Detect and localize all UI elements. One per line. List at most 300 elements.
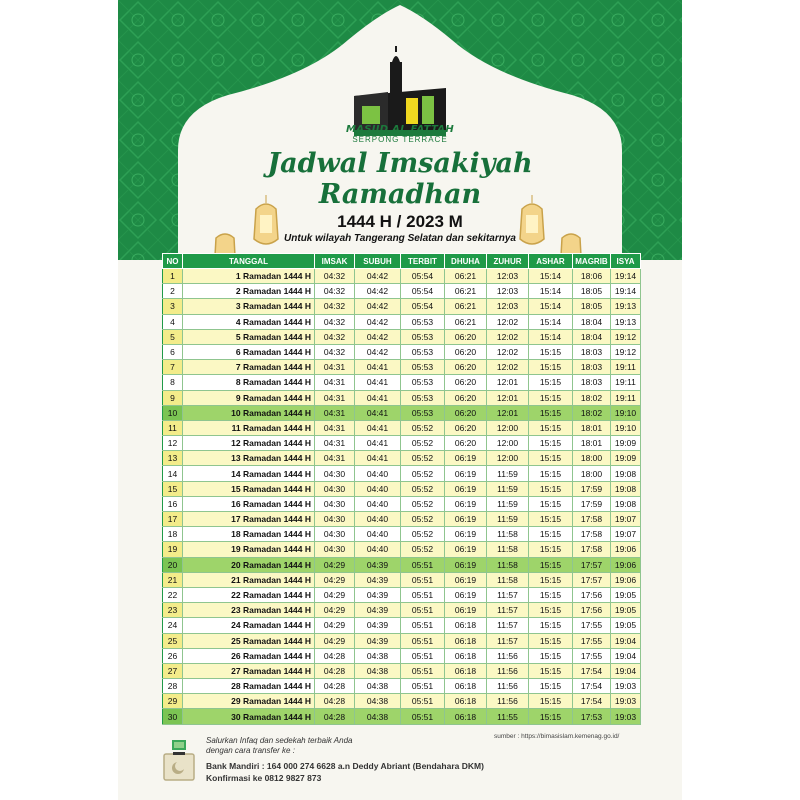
cell-isya: 19:05	[611, 587, 641, 602]
cell-terbit: 05:51	[401, 709, 445, 724]
cell-isya: 19:03	[611, 694, 641, 709]
table-row	[163, 481, 641, 496]
cell-ashar: 15:15	[529, 603, 573, 618]
cell-no: 4	[163, 314, 183, 329]
cell-terbit: 05:52	[401, 542, 445, 557]
cell-subuh: 04:39	[355, 557, 401, 572]
cell-imsak: 04:30	[315, 481, 355, 496]
cell-isya: 19:14	[611, 269, 641, 284]
cell-dhuha: 06:20	[445, 436, 487, 451]
cell-ashar: 15:15	[529, 694, 573, 709]
cell-imsak: 04:31	[315, 375, 355, 390]
cell-imsak: 04:32	[315, 299, 355, 314]
cell-zuhur: 12:00	[487, 420, 529, 435]
cell-terbit: 05:52	[401, 420, 445, 435]
table-row	[163, 344, 641, 359]
cell-isya: 19:04	[611, 633, 641, 648]
cell-no: 22	[163, 587, 183, 602]
cell-subuh: 04:39	[355, 603, 401, 618]
cell-ashar: 15:15	[529, 344, 573, 359]
header-subuh: SUBUH	[355, 254, 401, 269]
header-magrib: MAGRIB	[573, 254, 611, 269]
cell-imsak: 04:31	[315, 420, 355, 435]
cell-terbit: 05:51	[401, 679, 445, 694]
cell-ashar: 15:14	[529, 299, 573, 314]
cell-imsak: 04:32	[315, 284, 355, 299]
cell-terbit: 05:53	[401, 314, 445, 329]
cell-date: 3 Ramadan 1444 H	[183, 299, 315, 314]
cell-magrib: 17:59	[573, 481, 611, 496]
cell-dhuha: 06:18	[445, 709, 487, 724]
cell-zuhur: 11:58	[487, 527, 529, 542]
cell-imsak: 04:32	[315, 269, 355, 284]
cell-zuhur: 11:56	[487, 648, 529, 663]
cell-no: 23	[163, 603, 183, 618]
cell-no: 28	[163, 679, 183, 694]
cell-ashar: 15:15	[529, 466, 573, 481]
cell-magrib: 18:01	[573, 436, 611, 451]
cell-subuh: 04:38	[355, 679, 401, 694]
cell-ashar: 15:15	[529, 679, 573, 694]
cell-no: 6	[163, 344, 183, 359]
footer-line1: Salurkan Infaq dan sedekah terbaik Anda	[206, 736, 353, 745]
cell-isya: 19:11	[611, 390, 641, 405]
cell-no: 13	[163, 451, 183, 466]
table-row	[163, 694, 641, 709]
cell-terbit: 05:52	[401, 436, 445, 451]
cell-terbit: 05:53	[401, 405, 445, 420]
cell-magrib: 18:06	[573, 269, 611, 284]
cell-subuh: 04:38	[355, 694, 401, 709]
cell-date: 30 Ramadan 1444 H	[183, 709, 315, 724]
table-row	[163, 618, 641, 633]
table-row	[163, 679, 641, 694]
cell-date: 17 Ramadan 1444 H	[183, 512, 315, 527]
cell-no: 18	[163, 527, 183, 542]
cell-imsak: 04:28	[315, 663, 355, 678]
cell-no: 17	[163, 512, 183, 527]
table-row	[163, 496, 641, 511]
cell-dhuha: 06:19	[445, 512, 487, 527]
cell-subuh: 04:41	[355, 436, 401, 451]
cell-no: 27	[163, 663, 183, 678]
cell-zuhur: 11:58	[487, 572, 529, 587]
table-row	[163, 360, 641, 375]
table-header-row	[163, 254, 641, 269]
cell-date: 4 Ramadan 1444 H	[183, 314, 315, 329]
cell-isya: 19:09	[611, 451, 641, 466]
cell-subuh: 04:41	[355, 405, 401, 420]
cell-magrib: 18:02	[573, 390, 611, 405]
cell-no: 9	[163, 390, 183, 405]
cell-ashar: 15:14	[529, 314, 573, 329]
cell-date: 29 Ramadan 1444 H	[183, 694, 315, 709]
cell-no: 16	[163, 496, 183, 511]
imsakiyah-table	[162, 253, 641, 725]
cell-imsak: 04:31	[315, 405, 355, 420]
cell-ashar: 15:15	[529, 405, 573, 420]
cell-dhuha: 06:18	[445, 679, 487, 694]
cell-dhuha: 06:21	[445, 269, 487, 284]
cell-dhuha: 06:18	[445, 694, 487, 709]
cell-terbit: 05:53	[401, 329, 445, 344]
header-imsak: IMSAK	[315, 254, 355, 269]
cell-isya: 19:04	[611, 663, 641, 678]
cell-imsak: 04:29	[315, 572, 355, 587]
cell-no: 30	[163, 709, 183, 724]
cell-no: 29	[163, 694, 183, 709]
cell-subuh: 04:42	[355, 299, 401, 314]
cell-subuh: 04:38	[355, 709, 401, 724]
cell-subuh: 04:38	[355, 663, 401, 678]
cell-imsak: 04:28	[315, 679, 355, 694]
cell-imsak: 04:28	[315, 648, 355, 663]
cell-magrib: 17:54	[573, 679, 611, 694]
cell-isya: 19:11	[611, 360, 641, 375]
cell-date: 20 Ramadan 1444 H	[183, 557, 315, 572]
cell-dhuha: 06:18	[445, 663, 487, 678]
cell-magrib: 18:00	[573, 451, 611, 466]
table-row	[163, 633, 641, 648]
page-title-line1: Jadwal Imsakiyah	[267, 148, 533, 179]
cell-no: 24	[163, 618, 183, 633]
cell-magrib: 18:00	[573, 466, 611, 481]
cell-zuhur: 12:02	[487, 314, 529, 329]
cell-no: 2	[163, 284, 183, 299]
cell-zuhur: 11:57	[487, 633, 529, 648]
cell-zuhur: 12:01	[487, 375, 529, 390]
cell-isya: 19:05	[611, 603, 641, 618]
cell-subuh: 04:40	[355, 527, 401, 542]
table-row	[163, 648, 641, 663]
cell-imsak: 04:28	[315, 709, 355, 724]
cell-ashar: 15:15	[529, 709, 573, 724]
cell-dhuha: 06:19	[445, 542, 487, 557]
table-row	[163, 375, 641, 390]
cell-subuh: 04:42	[355, 314, 401, 329]
cell-dhuha: 06:20	[445, 360, 487, 375]
cell-imsak: 04:30	[315, 542, 355, 557]
cell-zuhur: 11:57	[487, 618, 529, 633]
cell-ashar: 15:15	[529, 481, 573, 496]
header-isya: ISYA	[611, 254, 641, 269]
cell-subuh: 04:41	[355, 360, 401, 375]
cell-date: 16 Ramadan 1444 H	[183, 496, 315, 511]
cell-ashar: 15:14	[529, 284, 573, 299]
cell-isya: 19:13	[611, 314, 641, 329]
cell-date: 27 Ramadan 1444 H	[183, 663, 315, 678]
cell-terbit: 05:52	[401, 527, 445, 542]
cell-date: 9 Ramadan 1444 H	[183, 390, 315, 405]
cell-dhuha: 06:19	[445, 557, 487, 572]
cell-ashar: 15:15	[529, 648, 573, 663]
cell-magrib: 18:05	[573, 299, 611, 314]
cell-terbit: 05:54	[401, 299, 445, 314]
cell-imsak: 04:29	[315, 603, 355, 618]
cell-isya: 19:06	[611, 572, 641, 587]
logo-subtitle: SERPONG TERRACE	[352, 135, 448, 144]
table-row	[163, 557, 641, 572]
cell-dhuha: 06:21	[445, 299, 487, 314]
cell-magrib: 17:56	[573, 603, 611, 618]
cell-date: 19 Ramadan 1444 H	[183, 542, 315, 557]
table-row	[163, 572, 641, 587]
cell-imsak: 04:29	[315, 557, 355, 572]
cell-subuh: 04:41	[355, 420, 401, 435]
table-row	[163, 420, 641, 435]
cell-magrib: 17:54	[573, 694, 611, 709]
cell-terbit: 05:53	[401, 360, 445, 375]
header-tanggal: TANGGAL	[183, 254, 315, 269]
cell-ashar: 15:14	[529, 329, 573, 344]
cell-imsak: 04:30	[315, 527, 355, 542]
cell-isya: 19:04	[611, 648, 641, 663]
donation-box-icon	[162, 738, 196, 782]
table-row	[163, 587, 641, 602]
cell-date: 26 Ramadan 1444 H	[183, 648, 315, 663]
cell-subuh: 04:39	[355, 618, 401, 633]
cell-no: 8	[163, 375, 183, 390]
cell-magrib: 18:03	[573, 375, 611, 390]
cell-terbit: 05:51	[401, 694, 445, 709]
cell-imsak: 04:31	[315, 360, 355, 375]
footer-bank: Bank Mandiri : 164 000 274 6628 a.n Deddy Abriant (Bendahara DKM)	[206, 761, 484, 771]
cell-no: 10	[163, 405, 183, 420]
cell-ashar: 15:15	[529, 618, 573, 633]
cell-no: 1	[163, 269, 183, 284]
cell-subuh: 04:40	[355, 496, 401, 511]
cell-subuh: 04:40	[355, 512, 401, 527]
cell-imsak: 04:32	[315, 344, 355, 359]
cell-isya: 19:12	[611, 329, 641, 344]
cell-terbit: 05:51	[401, 618, 445, 633]
cell-magrib: 17:58	[573, 527, 611, 542]
cell-isya: 19:08	[611, 496, 641, 511]
cell-magrib: 17:56	[573, 587, 611, 602]
cell-terbit: 05:51	[401, 572, 445, 587]
cell-ashar: 15:14	[529, 269, 573, 284]
cell-zuhur: 12:01	[487, 390, 529, 405]
cell-magrib: 17:58	[573, 542, 611, 557]
cell-subuh: 04:41	[355, 390, 401, 405]
cell-terbit: 05:53	[401, 375, 445, 390]
cell-zuhur: 11:59	[487, 481, 529, 496]
cell-dhuha: 06:20	[445, 420, 487, 435]
cell-terbit: 05:51	[401, 648, 445, 663]
cell-terbit: 05:53	[401, 344, 445, 359]
header-terbit: TERBIT	[401, 254, 445, 269]
cell-date: 28 Ramadan 1444 H	[183, 679, 315, 694]
cell-terbit: 05:51	[401, 587, 445, 602]
cell-terbit: 05:52	[401, 496, 445, 511]
cell-no: 11	[163, 420, 183, 435]
cell-magrib: 17:55	[573, 633, 611, 648]
cell-magrib: 17:55	[573, 648, 611, 663]
table-row	[163, 436, 641, 451]
cell-dhuha: 06:21	[445, 314, 487, 329]
cell-imsak: 04:30	[315, 496, 355, 511]
cell-dhuha: 06:19	[445, 572, 487, 587]
cell-ashar: 15:15	[529, 633, 573, 648]
cell-magrib: 18:02	[573, 405, 611, 420]
cell-zuhur: 12:00	[487, 451, 529, 466]
cell-dhuha: 06:19	[445, 527, 487, 542]
cell-imsak: 04:31	[315, 451, 355, 466]
cell-date: 15 Ramadan 1444 H	[183, 481, 315, 496]
lantern-icon	[248, 195, 284, 255]
cell-terbit: 05:52	[401, 451, 445, 466]
cell-magrib: 18:04	[573, 329, 611, 344]
cell-magrib: 17:58	[573, 512, 611, 527]
header-dhuha: DHUHA	[445, 254, 487, 269]
cell-dhuha: 06:19	[445, 496, 487, 511]
cell-subuh: 04:39	[355, 587, 401, 602]
cell-isya: 19:09	[611, 436, 641, 451]
header-ashar: ASHAR	[529, 254, 573, 269]
cell-date: 14 Ramadan 1444 H	[183, 466, 315, 481]
cell-imsak: 04:29	[315, 633, 355, 648]
cell-ashar: 15:15	[529, 360, 573, 375]
cell-date: 5 Ramadan 1444 H	[183, 329, 315, 344]
cell-dhuha: 06:19	[445, 466, 487, 481]
cell-isya: 19:13	[611, 299, 641, 314]
cell-zuhur: 11:56	[487, 679, 529, 694]
cell-subuh: 04:40	[355, 542, 401, 557]
cell-date: 25 Ramadan 1444 H	[183, 633, 315, 648]
cell-date: 6 Ramadan 1444 H	[183, 344, 315, 359]
cell-subuh: 04:38	[355, 648, 401, 663]
cell-ashar: 15:15	[529, 436, 573, 451]
cell-dhuha: 06:19	[445, 603, 487, 618]
cell-magrib: 17:55	[573, 618, 611, 633]
year-label: 1444 H / 2023 M	[337, 212, 463, 231]
cell-no: 20	[163, 557, 183, 572]
table-row	[163, 314, 641, 329]
cell-subuh: 04:40	[355, 466, 401, 481]
table-row	[163, 299, 641, 314]
cell-magrib: 18:04	[573, 314, 611, 329]
cell-imsak: 04:29	[315, 618, 355, 633]
cell-isya: 19:08	[611, 481, 641, 496]
cell-date: 10 Ramadan 1444 H	[183, 405, 315, 420]
cell-magrib: 17:57	[573, 557, 611, 572]
cell-dhuha: 06:18	[445, 648, 487, 663]
cell-terbit: 05:52	[401, 512, 445, 527]
table-body	[163, 269, 641, 725]
cell-isya: 19:07	[611, 527, 641, 542]
cell-no: 26	[163, 648, 183, 663]
region-label: Untuk wilayah Tangerang Selatan dan sekitarnya	[284, 233, 516, 244]
cell-imsak: 04:30	[315, 466, 355, 481]
cell-subuh: 04:42	[355, 344, 401, 359]
cell-subuh: 04:39	[355, 633, 401, 648]
cell-magrib: 17:57	[573, 572, 611, 587]
cell-terbit: 05:54	[401, 284, 445, 299]
cell-no: 7	[163, 360, 183, 375]
cell-dhuha: 06:18	[445, 618, 487, 633]
source-note: sumber : https://bimasislam.kemenag.go.id/	[494, 733, 620, 740]
cell-isya: 19:11	[611, 375, 641, 390]
table-row	[163, 329, 641, 344]
footer-confirm: Konfirmasi ke 0812 9827 873	[206, 773, 322, 783]
cell-ashar: 15:15	[529, 527, 573, 542]
cell-isya: 19:03	[611, 709, 641, 724]
cell-date: 13 Ramadan 1444 H	[183, 451, 315, 466]
cell-zuhur: 11:56	[487, 694, 529, 709]
cell-dhuha: 06:19	[445, 451, 487, 466]
cell-isya: 19:10	[611, 420, 641, 435]
table-row	[163, 709, 641, 724]
table-row	[163, 284, 641, 299]
page-title-line2: Ramadhan	[318, 179, 482, 210]
cell-ashar: 15:15	[529, 451, 573, 466]
cell-date: 21 Ramadan 1444 H	[183, 572, 315, 587]
cell-isya: 19:14	[611, 284, 641, 299]
cell-dhuha: 06:20	[445, 344, 487, 359]
cell-magrib: 18:05	[573, 284, 611, 299]
cell-zuhur: 11:57	[487, 603, 529, 618]
cell-date: 11 Ramadan 1444 H	[183, 420, 315, 435]
header-no: NO	[163, 254, 183, 269]
cell-ashar: 15:15	[529, 390, 573, 405]
cell-zuhur: 12:00	[487, 436, 529, 451]
cell-date: 23 Ramadan 1444 H	[183, 603, 315, 618]
cell-date: 8 Ramadan 1444 H	[183, 375, 315, 390]
cell-no: 14	[163, 466, 183, 481]
cell-no: 21	[163, 572, 183, 587]
cell-no: 25	[163, 633, 183, 648]
header-zuhur: ZUHUR	[487, 254, 529, 269]
cell-isya: 19:08	[611, 466, 641, 481]
cell-dhuha: 06:19	[445, 481, 487, 496]
cell-terbit: 05:53	[401, 390, 445, 405]
cell-magrib: 17:54	[573, 663, 611, 678]
table-row	[163, 603, 641, 618]
cell-imsak: 04:28	[315, 694, 355, 709]
cell-subuh: 04:42	[355, 284, 401, 299]
cell-dhuha: 06:20	[445, 390, 487, 405]
cell-subuh: 04:41	[355, 375, 401, 390]
cell-terbit: 05:52	[401, 466, 445, 481]
cell-date: 22 Ramadan 1444 H	[183, 587, 315, 602]
cell-zuhur: 12:03	[487, 284, 529, 299]
cell-terbit: 05:52	[401, 481, 445, 496]
table-row	[163, 390, 641, 405]
cell-magrib: 18:03	[573, 360, 611, 375]
cell-magrib: 18:03	[573, 344, 611, 359]
cell-ashar: 15:15	[529, 375, 573, 390]
cell-isya: 19:06	[611, 542, 641, 557]
cell-dhuha: 06:18	[445, 633, 487, 648]
cell-terbit: 05:51	[401, 633, 445, 648]
cell-zuhur: 11:59	[487, 512, 529, 527]
cell-ashar: 15:15	[529, 496, 573, 511]
cell-zuhur: 12:02	[487, 360, 529, 375]
cell-magrib: 17:59	[573, 496, 611, 511]
cell-zuhur: 12:03	[487, 269, 529, 284]
cell-dhuha: 06:19	[445, 587, 487, 602]
cell-zuhur: 11:58	[487, 557, 529, 572]
cell-dhuha: 06:20	[445, 375, 487, 390]
cell-isya: 19:10	[611, 405, 641, 420]
cell-ashar: 15:15	[529, 572, 573, 587]
cell-zuhur: 11:56	[487, 663, 529, 678]
cell-imsak: 04:30	[315, 512, 355, 527]
cell-ashar: 15:15	[529, 587, 573, 602]
cell-zuhur: 11:55	[487, 709, 529, 724]
cell-no: 3	[163, 299, 183, 314]
table-row	[163, 542, 641, 557]
